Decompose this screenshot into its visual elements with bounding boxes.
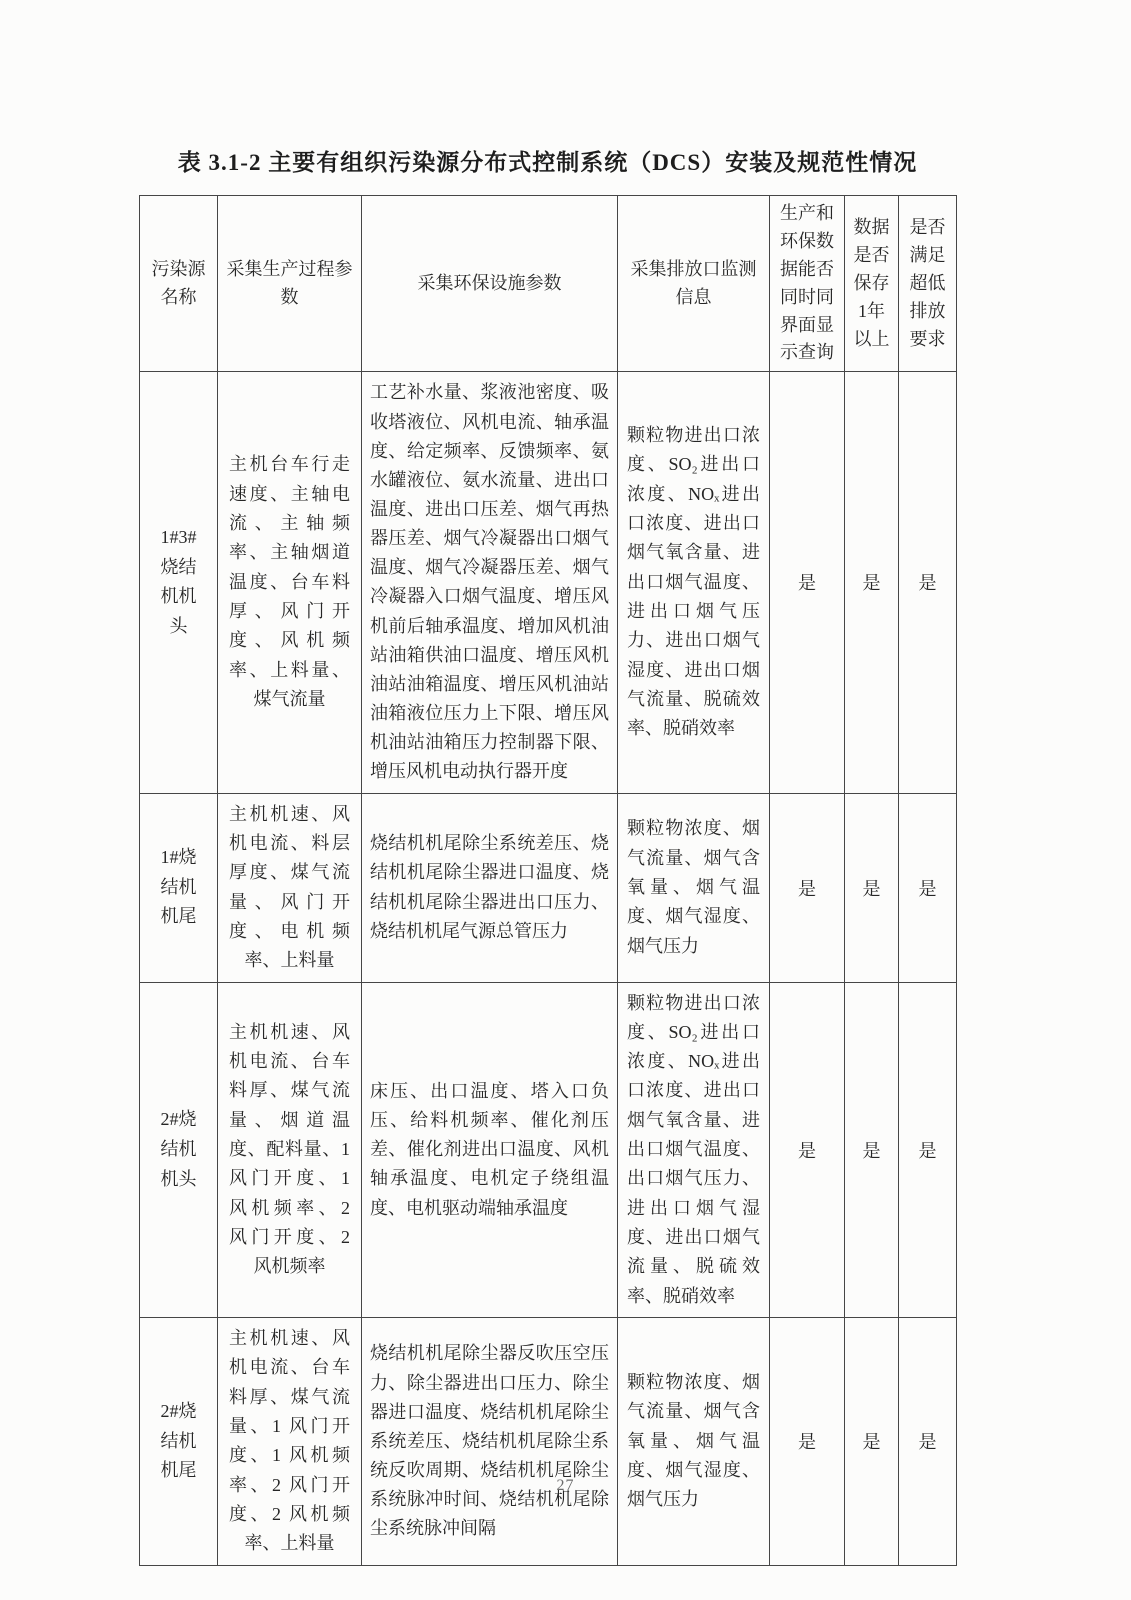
column-header-pollution-source: 污染源名称 (140, 196, 218, 372)
table-row (140, 793, 957, 982)
column-header-process-params: 采集生产过程参数 (218, 196, 362, 372)
cell-pollution-source: 1#3#烧结机机头 (140, 372, 218, 793)
cell-ultra-low: 是 (899, 982, 957, 1318)
cell-data-retention: 是 (845, 982, 899, 1318)
cell-outlet-monitoring: 颗粒物进出口浓度、SO₂进出口浓度、NOₓ进出口浓度、进出口烟气氧含量、进出口烟气温度、进出口烟气压力、进出口烟气湿度、进出口烟气流量、脱硫效率、脱硝效率 (618, 372, 770, 793)
table-row (140, 372, 957, 793)
column-header-ultra-low: 是否满足超低排放要求 (899, 196, 957, 372)
cell-process-params: 主机机速、风机电流、台车料厚、煤气流量、1 风门开度、1 风机频率、2 风门开度、2 风机频率、上料量 (218, 1318, 362, 1566)
cell-data-retention: 是 (845, 1318, 899, 1566)
cell-same-interface: 是 (770, 982, 845, 1318)
column-header-data-retention: 数据是否保存1年以上 (845, 196, 899, 372)
cell-env-params: 烧结机机尾除尘系统差压、烧结机机尾除尘器进口温度、烧结机机尾除尘器进出口压力、烧结机机尾气源总管压力 (362, 793, 618, 982)
cell-outlet-monitoring: 颗粒物进出口浓度、SO₂进出口浓度、NOₓ进出口浓度、进出口烟气氧含量、进出口烟气温度、出口烟气压力、进出口烟气湿度、进出口烟气流量、脱硫效率、脱硝效率 (618, 982, 770, 1318)
column-header-same-interface: 生产和环保数据能否同时同界面显示查询 (770, 196, 845, 372)
cell-ultra-low: 是 (899, 793, 957, 982)
table-row (140, 1318, 957, 1566)
cell-env-params: 床压、出口温度、塔入口负压、给料机频率、催化剂压差、催化剂进出口温度、风机轴承温度、电机定子绕组温度、电机驱动端轴承温度 (362, 982, 618, 1318)
cell-process-params: 主机台车行走速度、主轴电流、主轴频率、主轴烟道温度、台车料厚、风门开度、风机频率、上料量、煤气流量 (218, 372, 362, 793)
cell-outlet-monitoring: 颗粒物浓度、烟气流量、烟气含氧量、烟气温度、烟气湿度、烟气压力 (618, 1318, 770, 1566)
header-row (140, 196, 957, 372)
page-number: 27 (556, 1477, 575, 1494)
column-header-outlet-monitoring: 采集排放口监测信息 (618, 196, 770, 372)
cell-data-retention: 是 (845, 372, 899, 793)
cell-data-retention: 是 (845, 793, 899, 982)
column-header-env-params: 采集环保设施参数 (362, 196, 618, 372)
cell-process-params: 主机机速、风机电流、料层厚度、煤气流量、风门开度、电机频率、上料量 (218, 793, 362, 982)
table-title: 表 3.1-2 主要有组织污染源分布式控制系统（DCS）安装及规范性情况 (177, 150, 918, 175)
cell-pollution-source: 1#烧结机机尾 (140, 793, 218, 982)
cell-process-params: 主机机速、风机电流、台车料厚、煤气流量、烟道温度、配料量、1 风门开度、1 风机频率、2 风门开度、2 风机频率 (218, 982, 362, 1318)
cell-ultra-low: 是 (899, 1318, 957, 1566)
cell-pollution-source: 2#烧结机机头 (140, 982, 218, 1318)
cell-env-params: 烧结机机尾除尘器反吹压空压力、除尘器进出口压力、除尘器进口温度、烧结机机尾除尘系统差压、烧结机机尾除尘系统反吹周期、烧结机机尾除尘系统脉冲时间、烧结机机尾除尘系统脉冲间隔 (362, 1318, 618, 1566)
cell-outlet-monitoring: 颗粒物浓度、烟气流量、烟气含氧量、烟气温度、烟气湿度、烟气压力 (618, 793, 770, 982)
cell-ultra-low: 是 (899, 372, 957, 793)
cell-same-interface: 是 (770, 793, 845, 982)
table-row (140, 982, 957, 1318)
cell-same-interface: 是 (770, 372, 845, 793)
dcs-installation-table (139, 195, 957, 1566)
cell-same-interface: 是 (770, 1318, 845, 1566)
cell-pollution-source: 2#烧结机机尾 (140, 1318, 218, 1566)
cell-env-params: 工艺补水量、浆液池密度、吸收塔液位、风机电流、轴承温度、给定频率、反馈频率、氨水罐液位、氨水流量、进出口温度、进出口压差、烟气再热器压差、烟气冷凝器出口烟气温度、烟气冷凝器压差、烟气冷凝器入口烟气温度、增压风机前后轴承温度、增加风机油站油箱供油口温度、增压风机油站油箱温度、增压风机油站油箱液位压力上下限、增压风机油站油箱压力控制器下限、增压风机电动执行器开度 (362, 372, 618, 793)
